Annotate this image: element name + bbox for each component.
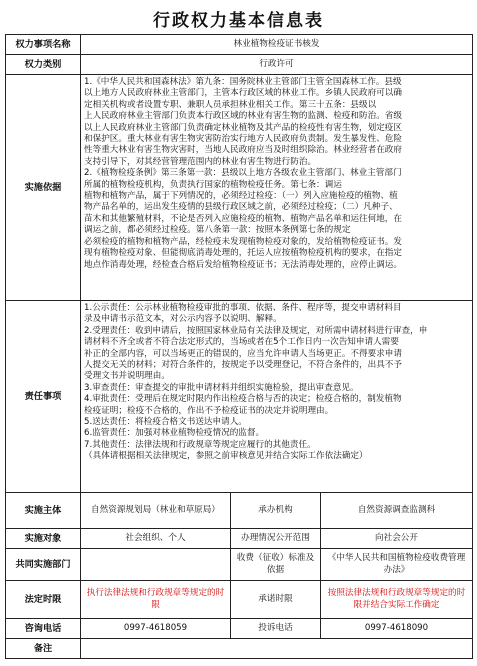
disclosure-value: 向社会公开 — [321, 529, 473, 549]
basis-line: 植物和植物产品，属于下列情况的，必须经过检疫：（一）列入应施检疫的植物、植 — [84, 191, 398, 202]
promise-label: 承诺时限 — [231, 581, 321, 619]
joint-label: 共同实施部门 — [6, 549, 81, 581]
basis-line: 2.《植物检疫条例》第三条第一款：县级以上地方各级农业主管部门、林业主管部门 — [84, 168, 402, 179]
complaint-phone-label: 投诉电话 — [231, 619, 321, 639]
basis-line: 所属的植物检疫机构，负责执行国家的植物检疫任务。第七条：调运 — [84, 179, 342, 190]
target-label: 实施对象 — [6, 529, 81, 549]
row-deadline — [6, 581, 473, 619]
duty-line: （具体请根据相关法律规定，参照之前审核意见并结合实际工作依法确定） — [84, 451, 368, 462]
basis-line: 1.《中华人民共和国森林法》第九条：国务院林业主管部门主管全国森林工作。县级 — [84, 77, 402, 87]
basis-line: 现有植物检疫对象、但能彻底消毒处理的，托运人应按植物检疫机构的要求，在指定 — [84, 248, 402, 259]
basis-line: 上人民政府林业主管部门负责本行政区域的林业有害生物的监测、检疫和防治。省级 — [84, 111, 402, 122]
duty-label: 责任事项 — [6, 301, 81, 493]
row-name — [6, 35, 473, 55]
agency-value: 自然资源调查监测科 — [321, 493, 473, 529]
duty-line: 受理文书并说明理由。 — [84, 371, 170, 382]
row-duty — [6, 301, 473, 493]
subject-value: 自然资源规划局（林业和草原局） — [81, 493, 231, 529]
duty-line: 5.送达责任：将检疫合格文书送达申请人。 — [84, 417, 247, 428]
category-value: 行政许可 — [81, 55, 473, 75]
basis-line: 以上地方人民政府林业主管部门，主管本行政区域的林业工作。乡镇人民政府可以确 — [84, 88, 402, 99]
deadline-label: 法定时限 — [6, 581, 81, 619]
basis-line: 苗木和其他繁殖材料，不论是否列入应施检疫的植物、植物产品名单和运往何地，在 — [84, 213, 402, 224]
basis-line: 定相关机构或者设置专职、兼职人员承担林业相关工作。第三十五条：县级以 — [84, 99, 377, 110]
duty-line: 3.审查责任：审查提交的审批申请材料并组织实施检验，提出审查意见。 — [84, 382, 359, 393]
promise-value: 按照法律法规和行政规章等规定的时限并结合实际工作确定 — [321, 581, 473, 619]
fee-label: 收费（征收）标准及依据 — [231, 549, 321, 581]
info-table — [5, 34, 473, 659]
duty-line: 检疫证明；检疫不合格的，作出不予检疫证书的决定并说明理由。 — [84, 405, 334, 416]
consult-phone-label: 咨询电话 — [6, 619, 81, 639]
duty-line: 补正的全部内容，可以当场更正的错误的，应当允许申请人当场更正。不得要求申请 — [84, 348, 402, 359]
row-basis — [6, 75, 473, 301]
target-value: 社会组织、个人 — [81, 529, 231, 549]
row-joint — [6, 549, 473, 581]
duty-line: 7.其他责任：法律法规和行政规章等规定应履行的其他责任。 — [84, 439, 316, 450]
basis-line: 调运之前，都必须经过检疫。第八条第一款：按照本条例第七条的规定 — [84, 225, 351, 236]
complaint-phone-value: 0997-4618090 — [321, 619, 473, 639]
basis-line: 和保护区。重大林业有害生物灾害防治实行地方人民政府负责制。发生暴发性、危险 — [84, 134, 402, 145]
consult-phone-value: 0997-4618059 — [81, 619, 231, 639]
basis-line: 性等重大林业有害生物灾害时，当地人民政府应当及时组织除治。林业经营者在政府 — [84, 145, 402, 156]
name-value: 林业植物检疫证书核发 — [81, 35, 473, 55]
basis-line: 地点作消毒处理，经检查合格后发给植物检疫证书；无法消毒处理的，应停止调运。 — [84, 259, 402, 270]
remark-label: 备注 — [6, 639, 81, 659]
duty-line: 2.受理责任：收到申请后，按照国家林业局有关法律及规定，对所需申请材料进行审查，申 — [84, 325, 428, 336]
basis-text — [81, 75, 473, 301]
joint-value — [81, 549, 231, 581]
agency-label: 承办机构 — [231, 493, 321, 529]
basis-line: 物产品名单的，运出发生疫情的县级行政区域之前，必须经过检疫；（二）凡种子、 — [84, 202, 398, 213]
deadline-value: 执行法律法规和行政规章等规定的时限 — [81, 581, 231, 619]
row-phone — [6, 619, 473, 639]
row-target — [6, 529, 473, 549]
basis-line: 以上人民政府林业主管部门负责确定林业植物及其产品的检疫性有害生物，划定疫区 — [84, 122, 402, 133]
remark-value — [81, 639, 473, 659]
duty-line: 人提交无关的材料；对符合条件的，按规定予以受理登记，不符合条件的，出具不予 — [84, 360, 402, 371]
category-label: 权力类别 — [6, 55, 81, 75]
duty-line: 6.监管责任：加强对林业植物检疫情况的监督。 — [84, 428, 265, 439]
basis-line: 支持引导下，对其经营管理范围内的林业有害生物进行防治。 — [84, 156, 317, 167]
basis-line: 必须检疫的植物和植物产品，经检疫未发现植物检疫对象的，发给植物检疫证书。发 — [84, 236, 402, 247]
basis-label: 实施依据 — [6, 75, 81, 301]
duty-line: 1.公示责任：公示林业植物检疫审批的事项、依据、条件、程序等，提交申请材料目 — [84, 303, 402, 313]
name-label: 权力事项名称 — [6, 35, 81, 55]
disclosure-label: 办理情况公开范围 — [231, 529, 321, 549]
duty-line: 4.审批责任：受理后在规定时限内作出检疫合格与否的决定；检疫合格的，制发植物 — [84, 394, 402, 405]
duty-line: 请材料不齐全或者不符合法定形式的，当场或者在5个工作日内一次告知申请人需要 — [84, 337, 399, 348]
page-title: 行政权力基本信息表 — [153, 11, 324, 31]
row-remark — [6, 639, 473, 659]
duty-line: 录及申请书示范文本，对公示内容予以说明、解释。 — [84, 314, 282, 325]
row-category — [6, 55, 473, 75]
row-subject — [6, 493, 473, 529]
subject-label: 实施主体 — [6, 493, 81, 529]
fee-value: 《中华人民共和国植物检疫收费管理办法》 — [321, 549, 473, 581]
duty-text — [81, 301, 473, 493]
